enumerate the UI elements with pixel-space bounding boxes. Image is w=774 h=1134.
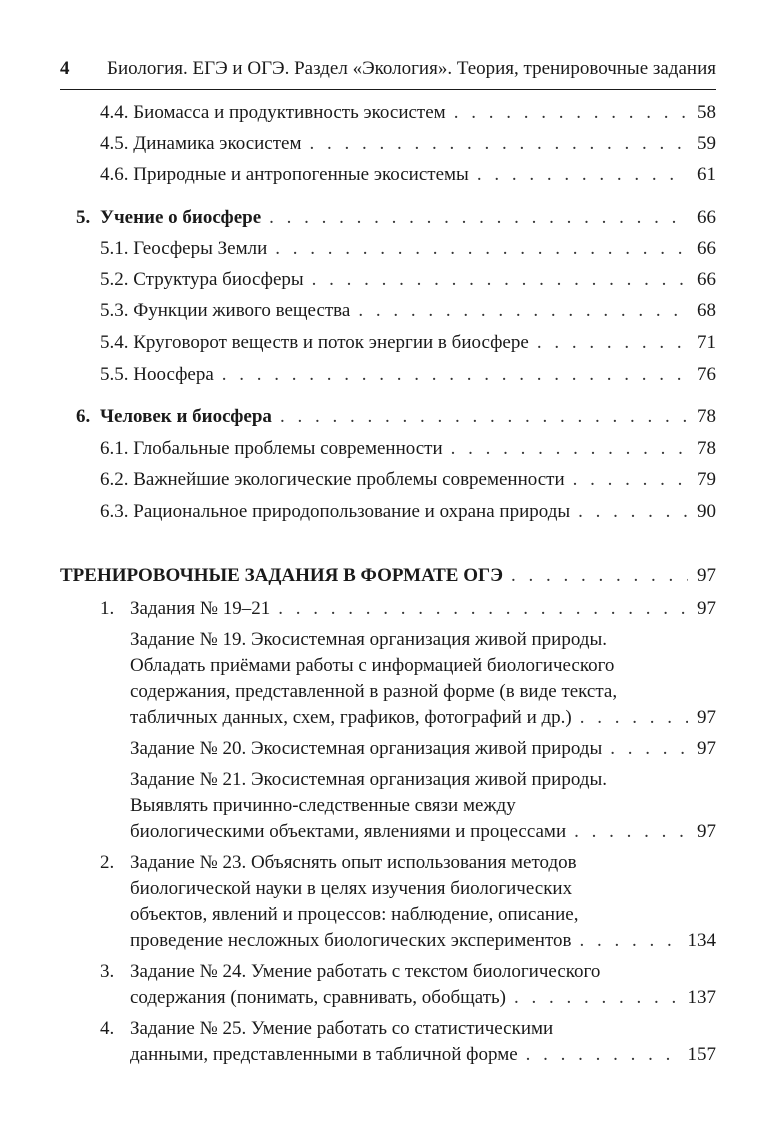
- toc-entry-title: 5.5. Ноосфера: [100, 364, 214, 385]
- toc-entry-title: 6.3. Рациональное природопользование и охрана природы: [100, 501, 571, 522]
- toc-page-number: 97: [697, 738, 716, 759]
- toc-section-6[interactable]: [100, 404, 716, 430]
- header-rule: [60, 89, 716, 90]
- toc-task-20[interactable]: [130, 736, 716, 762]
- toc-page-number: 97: [697, 565, 716, 586]
- toc-page-number: 76: [697, 364, 716, 385]
- toc-page-number: 78: [697, 406, 716, 427]
- toc-entry-title: 5.4. Круговорот веществ и поток энергии в биосфере: [100, 332, 529, 353]
- toc-page-number: 59: [697, 133, 716, 154]
- toc-entry-line: содержания, представленной в разной форме (в виде текста,: [130, 681, 618, 702]
- toc-page-number: 61: [697, 164, 716, 185]
- toc-task-19[interactable]: [130, 627, 716, 731]
- leader-dots: [572, 928, 682, 954]
- toc-entry-6-2[interactable]: [100, 467, 716, 493]
- toc-task-24[interactable]: [130, 959, 716, 1011]
- toc-entry-5-1[interactable]: [100, 236, 716, 262]
- leader-dots: [272, 404, 688, 430]
- leader-dots: [304, 267, 688, 293]
- toc-entry-title: 4.6. Природные и антропогенные экосистемы: [100, 164, 469, 185]
- toc-page-number: 66: [697, 238, 716, 259]
- toc-entry-5-3[interactable]: [100, 298, 716, 324]
- leader-dots: [469, 162, 688, 188]
- toc-task-25[interactable]: [130, 1016, 716, 1068]
- toc-entry-line: Задание № 24. Умение работать с текстом биологического: [130, 961, 601, 982]
- toc-page-number: 66: [697, 207, 716, 228]
- toc-task-21[interactable]: [130, 767, 716, 845]
- toc-page-number: 97: [697, 821, 716, 842]
- leader-dots: [570, 499, 688, 525]
- toc-entry-4-4[interactable]: [100, 100, 716, 126]
- toc-entry-5-5[interactable]: [100, 362, 716, 388]
- toc-page-number: 68: [697, 300, 716, 321]
- toc-entry-title: Задание № 20. Экосистемная организация живой природы: [130, 738, 603, 759]
- toc-entry-4-6[interactable]: [100, 162, 716, 188]
- toc-entry-line: Задание № 21. Экосистемная организация живой природы.: [130, 769, 607, 790]
- leader-dots: [506, 985, 681, 1011]
- toc-page-number: 78: [697, 438, 716, 459]
- toc-entry-line: табличных данных, схем, графиков, фотографий и др.): [130, 707, 572, 728]
- toc-page-number: 90: [697, 501, 716, 522]
- task-number: 3.: [100, 961, 115, 982]
- toc-entry-line: Задание № 25. Умение работать со статистическими: [130, 1018, 554, 1039]
- task-number: 2.: [100, 852, 115, 873]
- toc-entry-line: Обладать приёмами работы с информацией биологического: [130, 655, 615, 676]
- leader-dots: [503, 563, 688, 589]
- leader-dots: [267, 236, 688, 262]
- toc-entry-title: 5.3. Функции живого вещества: [100, 300, 351, 321]
- leader-dots: [302, 131, 689, 157]
- toc-entry-line: проведение несложных биологических экспериментов: [130, 930, 572, 951]
- toc-entry-title: Задания № 19–21: [130, 598, 271, 619]
- toc-entry-line: биологической науки в целях изучения биологических: [130, 878, 573, 899]
- leader-dots: [565, 467, 688, 493]
- leader-dots: [572, 705, 688, 731]
- leader-dots: [446, 100, 688, 126]
- toc-entry-line: Задание № 23. Объяснять опыт использования методов: [130, 852, 577, 873]
- toc-entry-title: 4.4. Биомасса и продуктивность экосистем: [100, 102, 446, 123]
- running-title: Биология. ЕГЭ и ОГЭ. Раздел «Экология». Теория, тренировочные задания: [107, 58, 716, 79]
- leader-dots: [214, 362, 688, 388]
- task-number: 1.: [100, 598, 115, 619]
- toc-entry-title: 6.1. Глобальные проблемы современности: [100, 438, 443, 459]
- toc-page-number: 71: [697, 332, 716, 353]
- toc-entry-title: 5.2. Структура биосферы: [100, 269, 304, 290]
- toc-page-number: 66: [697, 269, 716, 290]
- leader-dots: [261, 205, 688, 231]
- leader-dots: [602, 736, 688, 762]
- leader-dots: [566, 819, 688, 845]
- toc-entry-title: 4.5. Динамика экосистем: [100, 133, 302, 154]
- toc-section-title: Учение о биосфере: [100, 207, 262, 228]
- section-number: 5.: [76, 207, 91, 228]
- toc-entry-6-3[interactable]: [100, 499, 716, 525]
- toc-entry-4-5[interactable]: [100, 131, 716, 157]
- toc-page-number: 79: [697, 469, 716, 490]
- toc-entry-line: биологическими объектами, явлениями и процессами: [130, 821, 567, 842]
- leader-dots: [350, 298, 688, 324]
- toc-entry-line: содержания (понимать, сравнивать, обобщать): [130, 987, 507, 1008]
- section-number: 6.: [76, 406, 91, 427]
- toc-entry-title: 6.2. Важнейшие экологические проблемы современности: [100, 469, 565, 490]
- toc-entry-title: 5.1. Геосферы Земли: [100, 238, 268, 259]
- leader-dots: [529, 330, 688, 356]
- leader-dots: [443, 436, 688, 462]
- running-header: [60, 53, 716, 85]
- toc-task-1[interactable]: [130, 596, 716, 622]
- page-number: 4: [60, 58, 70, 79]
- toc-entry-line: Выявлять причинно-следственные связи между: [130, 795, 516, 816]
- toc-page-number: 134: [687, 930, 716, 951]
- toc-entry-line: Задание № 19. Экосистемная организация живой природы.: [130, 629, 607, 650]
- task-number: 4.: [100, 1018, 115, 1039]
- toc-page-number: 137: [687, 987, 716, 1008]
- leader-dots: [270, 596, 688, 622]
- toc-part-title: ТРЕНИРОВОЧНЫЕ ЗАДАНИЯ В ФОРМАТЕ ОГЭ: [60, 565, 503, 586]
- toc-section-5[interactable]: [100, 205, 716, 231]
- toc-entry-line: данными, представленными в табличной форме: [130, 1044, 518, 1065]
- toc-entry-5-2[interactable]: [100, 267, 716, 293]
- toc-entry-6-1[interactable]: [100, 436, 716, 462]
- toc-section-title: Человек и биосфера: [100, 406, 272, 427]
- toc-entry-5-4[interactable]: [100, 330, 716, 356]
- toc-entry-line: объектов, явлений и процессов: наблюдение, описание,: [130, 904, 579, 925]
- toc-page-number: 157: [687, 1044, 716, 1065]
- toc-page-number: 58: [697, 102, 716, 123]
- leader-dots: [518, 1042, 682, 1068]
- toc-page-number: 97: [697, 598, 716, 619]
- toc-task-23[interactable]: [130, 850, 716, 954]
- toc-page-number: 97: [697, 707, 716, 728]
- toc-oge-heading[interactable]: [60, 563, 716, 589]
